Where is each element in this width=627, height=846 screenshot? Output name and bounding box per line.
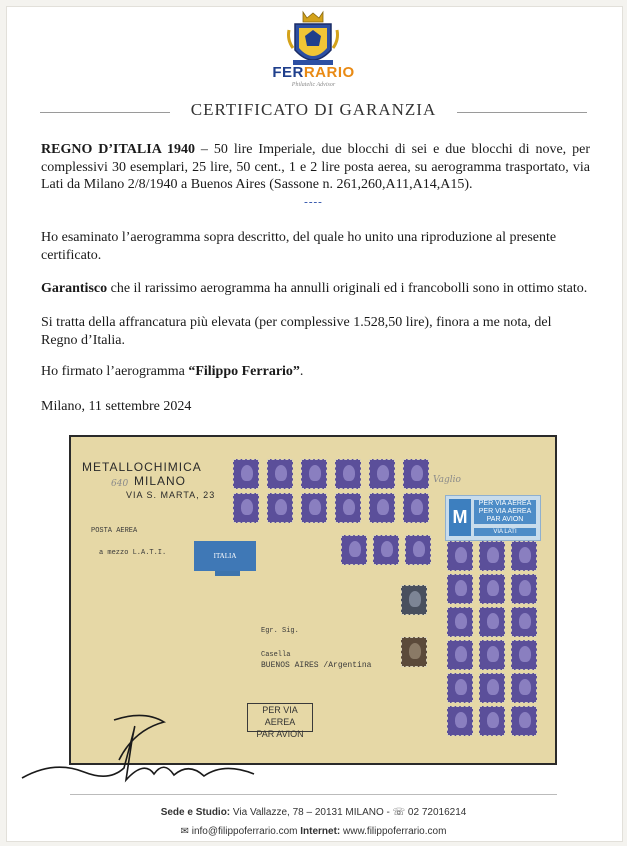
- typed-mezzo: a mezzo L.A.T.I.: [99, 549, 167, 557]
- sender-line-2: MILANO: [134, 474, 187, 488]
- airmail-cachet-line-2: PAR AVION: [256, 729, 304, 739]
- certificate-title: CERTIFICATO DI GARANZIA: [190, 100, 437, 119]
- postage-stamp: [335, 493, 361, 523]
- signed-name: “Filippo Ferrario”: [188, 364, 300, 379]
- airmail-label: [445, 495, 541, 541]
- signed-paragraph: [41, 363, 590, 381]
- postage-stamp: [479, 640, 505, 670]
- brand-name: [0, 64, 627, 81]
- postage-stamp: [267, 493, 293, 523]
- guarantee-text: che il rarissimo aerogramma ha annulli originali ed i francobolli sono in ottimo stato.: [107, 281, 588, 296]
- sender-line-3: VIA S. MARTA, 23: [126, 490, 216, 500]
- footer-internet-label: Internet:: [300, 826, 341, 837]
- postage-stamp: [267, 459, 293, 489]
- postage-stamp: [233, 459, 259, 489]
- postage-stamp: [341, 535, 367, 565]
- postage-stamp: [447, 541, 473, 571]
- postage-stamp: [401, 585, 427, 615]
- airmail-label-via: VIA LATI: [474, 528, 536, 536]
- certificate-date: Milano, 11 settembre 2024: [41, 399, 192, 414]
- postage-stamp: [405, 535, 431, 565]
- brand-tagline: Philatelic Advisor: [291, 82, 336, 88]
- postage-stamp: [479, 673, 505, 703]
- certificate-title-row: [40, 100, 587, 120]
- postage-stamp: [301, 493, 327, 523]
- postage-stamp: [403, 493, 429, 523]
- postage-stamp: [479, 541, 505, 571]
- typed-posta-aerea: POSTA AEREA: [91, 527, 138, 535]
- postage-stamp: [403, 459, 429, 489]
- postage-stamp: [447, 574, 473, 604]
- separator-dashes: ----: [304, 196, 323, 208]
- cover-sender: [82, 460, 215, 502]
- signature-image: [14, 700, 274, 795]
- postage-stamp: [511, 673, 537, 703]
- brand-part-2: RARIO: [303, 64, 355, 81]
- postage-stamp: [447, 706, 473, 736]
- postage-stamp: [511, 541, 537, 571]
- postage-stamp: [479, 574, 505, 604]
- signed-suffix: .: [299, 364, 304, 379]
- footer-divider: [70, 794, 557, 795]
- postage-stamp: [479, 607, 505, 637]
- note-paragraph: Si tratta della affrancatura più elevata (per complessive 1.528,50 lire), finora a me nota, del Regno d’Italia.: [41, 315, 552, 348]
- postage-stamp: [369, 493, 395, 523]
- postage-stamp: [447, 607, 473, 637]
- pencil-note-2: 640: [111, 479, 129, 489]
- footer-website[interactable]: www.filippoferrario.com: [340, 826, 447, 837]
- signed-prefix: Ho firmato l’aerogramma: [41, 364, 189, 379]
- description-lead: REGNO D’ITALIA 1940: [41, 142, 195, 157]
- postage-stamp: [511, 706, 537, 736]
- postage-stamp: [335, 459, 361, 489]
- typed-recipient: Egr. Sig.: [261, 627, 299, 635]
- postage-stamp: [401, 637, 427, 667]
- postage-stamp: [447, 673, 473, 703]
- footer-address-text: Via Vallazze, 78 – 20131 MILANO - ☏ 02 72016214: [230, 807, 467, 818]
- coat-of-arms-logo: [285, 10, 341, 72]
- mail-icon: ✉: [180, 826, 189, 837]
- footer-email[interactable]: info@filippoferrario.com: [191, 826, 298, 837]
- airmail-label-text: PER VIA AEREA PER VIA AEREA PAR AVION: [474, 500, 536, 524]
- postage-stamp: [373, 535, 399, 565]
- postage-stamp: [511, 640, 537, 670]
- brand-part-1: FER: [272, 64, 304, 81]
- typed-city: BUENOS AIRES /Argentina: [261, 661, 372, 670]
- description-text: – 50 lire Imperiale, due blocchi di sei e due blocchi di nove, per complessivi 30 esemplari, 25 lire, 50 cent., 1 e 2 lire posta aerea, su aerogramma trasportato, via Lati da Milano 2/8/1940 a Buenos Aires (Sassone n. 261,260,A11,A14,A15).: [41, 142, 590, 192]
- stamp-description: [41, 141, 590, 194]
- postage-stamp: [301, 459, 327, 489]
- footer-contacts: [0, 826, 627, 837]
- postage-stamp: [233, 493, 259, 523]
- typed-casella: Casella: [261, 651, 291, 659]
- air-stamp-large: ITALIA: [194, 541, 256, 571]
- examined-paragraph: Ho esaminato l’aerogramma sopra descritto, del quale ho unito una riproduzione al presente certificato.: [41, 230, 557, 263]
- postage-stamp: [369, 459, 395, 489]
- footer-address: [0, 807, 627, 818]
- postage-stamp: [511, 607, 537, 637]
- guarantee-lead: Garantisco: [41, 281, 108, 296]
- lati-logo: M: [449, 499, 471, 536]
- postage-stamp: [479, 706, 505, 736]
- airmail-cachet-line-1: PER VIA AEREA: [262, 705, 298, 727]
- postage-stamp: [511, 574, 537, 604]
- guarantee-paragraph: [41, 280, 590, 298]
- sender-line-1: METALLOCHIMICA: [82, 460, 202, 474]
- footer-address-label: Sede e Studio:: [160, 807, 231, 818]
- pencil-note-1: Vaglio: [433, 475, 461, 485]
- postage-stamp: [447, 640, 473, 670]
